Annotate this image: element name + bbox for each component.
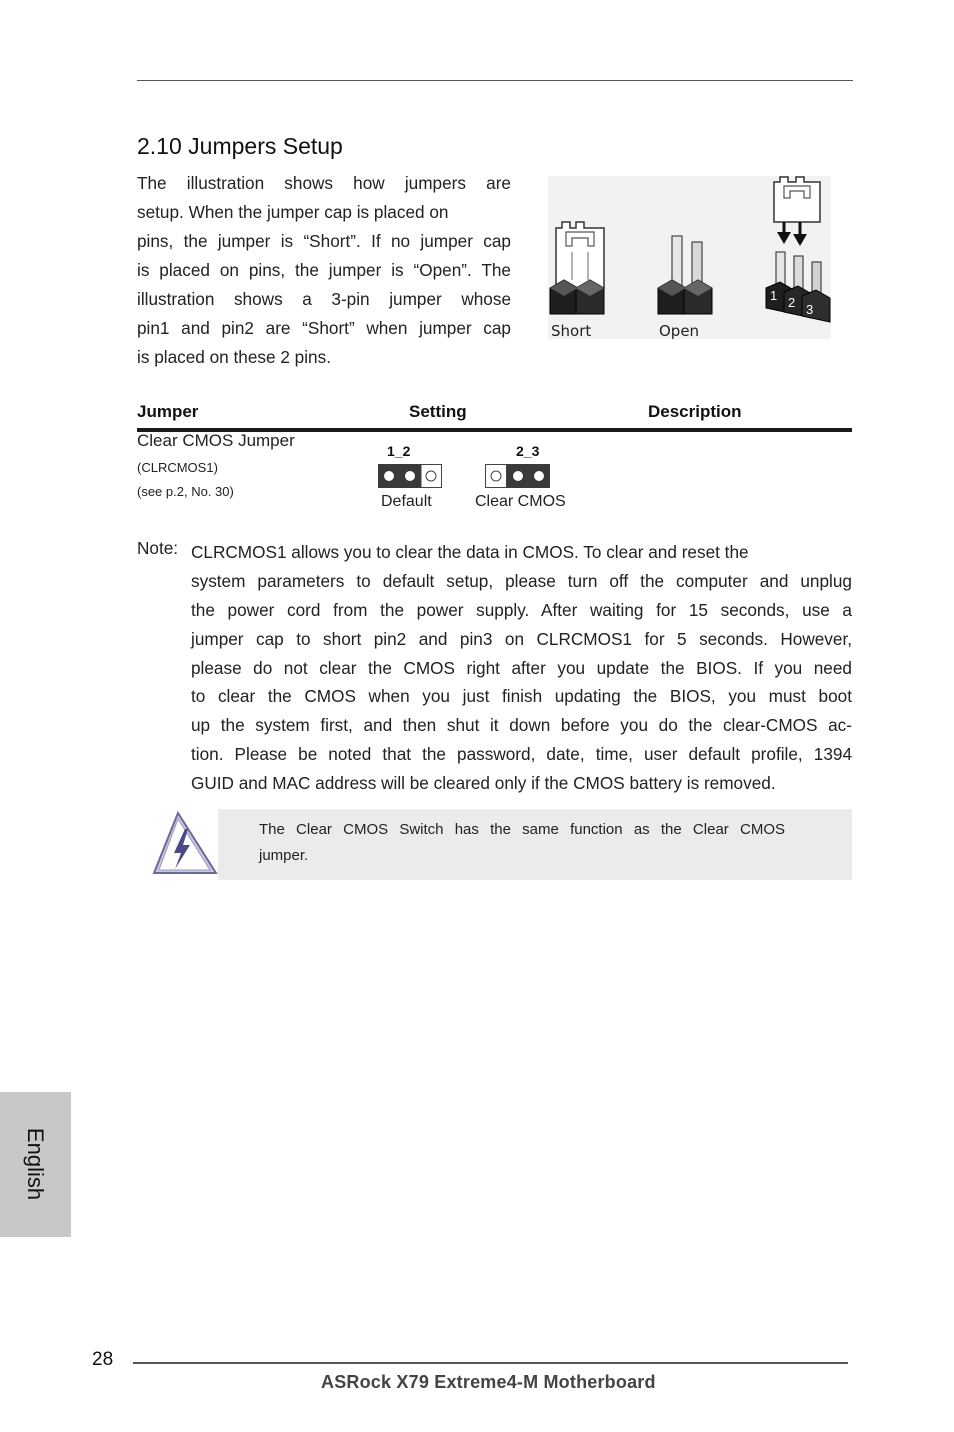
language-tab-label: English <box>23 1127 48 1201</box>
open-label: Open <box>659 322 700 339</box>
jumper-clear-pin-diagram <box>485 464 551 488</box>
note-line: please do not clear the CMOS right after you update the BIOS. If you need <box>191 657 852 678</box>
top-rule <box>137 80 853 81</box>
note-line: to clear the CMOS when you just finish updating the BIOS, you must boot <box>191 686 852 707</box>
jumper-name: Clear CMOS Jumper <box>137 431 295 450</box>
setting-default-caption: Default <box>381 493 432 510</box>
footer-rule <box>133 1362 848 1364</box>
jumper-code: (CLRCMOS1) <box>137 460 218 475</box>
setting-default-pins: 1_2 <box>387 443 411 459</box>
pin-number-2: 2 <box>788 295 796 310</box>
column-header-setting: Setting <box>409 402 467 421</box>
intro-line: is placed on pins, the jumper is “Open”. The <box>137 260 511 280</box>
jumper-illustration <box>548 176 831 339</box>
intro-line: The illustration shows how jumpers are <box>137 173 511 193</box>
column-header-jumper: Jumper <box>137 402 199 421</box>
setting-clear-caption: Clear CMOS <box>475 493 566 510</box>
section-title: 2.10 Jumpers Setup <box>137 133 343 159</box>
intro-line: pins, the jumper is “Short”. If no jumper cap <box>137 231 511 251</box>
open-jumper-graphic <box>658 236 712 314</box>
column-header-description: Description <box>648 402 742 421</box>
intro-line: is placed on these 2 pins. <box>137 347 331 367</box>
short-jumper-graphic <box>550 222 604 314</box>
jumper-default-pin-diagram <box>378 464 442 488</box>
note-line: GUID and MAC address will be cleared only if the CMOS battery is removed. <box>191 773 776 794</box>
intro-line: pin1 and pin2 are “Short” when jumper cap <box>137 318 511 338</box>
short-label: Short <box>551 322 592 339</box>
intro-line: setup. When the jumper cap is placed on <box>137 202 449 222</box>
note-line: system parameters to default setup, please turn off the computer and unplug <box>191 570 852 591</box>
note-lead: Note: <box>137 538 179 558</box>
pin-number-3: 3 <box>806 302 814 317</box>
intro-paragraph <box>137 169 511 372</box>
note-line: up the system first, and then shut it down before you do the clear-CMOS ac- <box>191 715 852 736</box>
jumper-illustration-graphic <box>548 176 831 339</box>
pin-number-1: 1 <box>770 288 778 303</box>
jumper-reference: (see p.2, No. 30) <box>137 484 234 499</box>
caution-line: The Clear CMOS Switch has the same function as the Clear CMOS <box>259 821 785 838</box>
caution-text <box>259 817 785 868</box>
note-line: CLRCMOS1 allows you to clear the data in CMOS. To clear and reset the <box>191 542 749 562</box>
footer-title: ASRock X79 Extreme4-M Motherboard <box>321 1372 656 1392</box>
note-line: tion. Please be noted that the password, date, time, user default profile, 1394 <box>191 744 852 765</box>
note-paragraph <box>191 538 852 798</box>
setting-clear-pins: 2_3 <box>516 443 540 459</box>
warning-icon <box>150 809 220 877</box>
intro-line: illustration shows a 3-pin jumper whose <box>137 289 511 309</box>
page-number: 28 <box>92 1349 114 1370</box>
note-line: the power cord from the power supply. After waiting for 15 seconds, use a <box>191 599 852 620</box>
caution-line: jumper. <box>259 846 309 864</box>
note-line: jumper cap to short pin2 and pin3 on CLRCMOS1 for 5 seconds. However, <box>191 628 852 649</box>
